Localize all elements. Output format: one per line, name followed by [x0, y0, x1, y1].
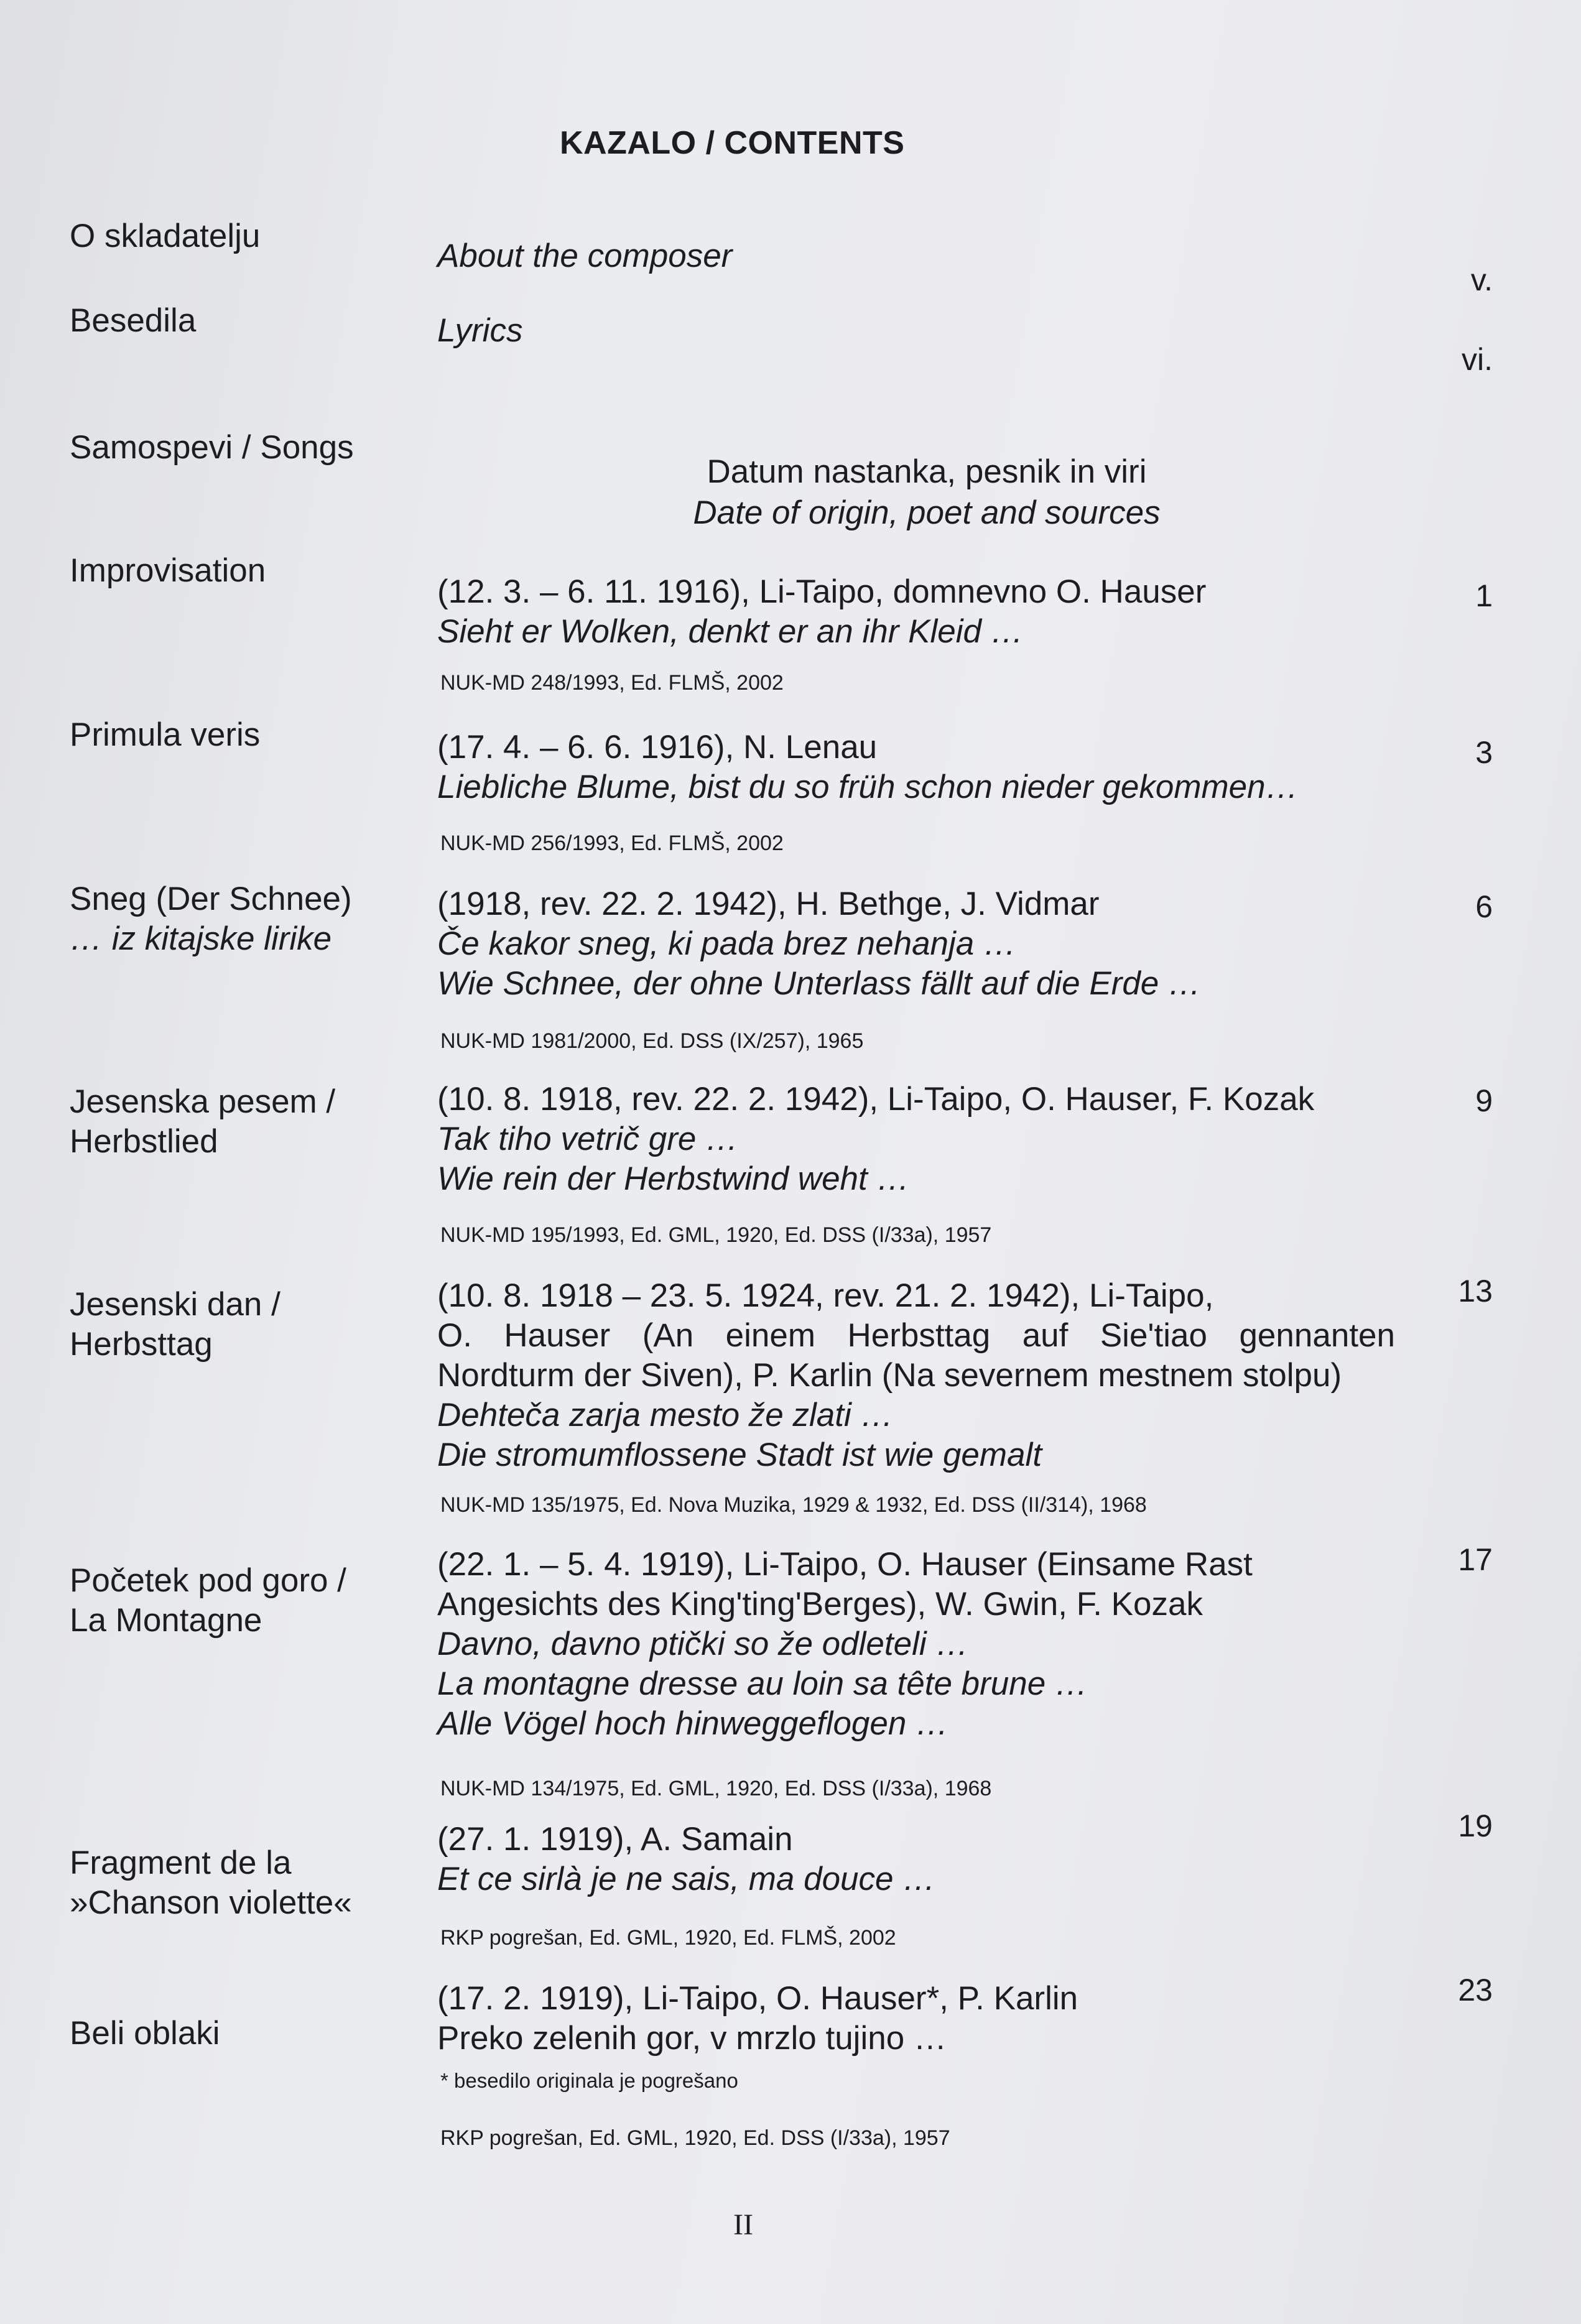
- entry-source: NUK-MD 248/1993, Ed. FLMŠ, 2002: [440, 671, 784, 695]
- entry-incipit: Preko zelenih gor, v mrzlo tujino …: [437, 2020, 947, 2057]
- entry-info: (27. 1. 1919), A. Samain: [437, 1821, 793, 1858]
- entry-incipit: Če kakor sneg, ki pada brez nehanja …: [437, 925, 1016, 962]
- intro-composer-sl: O skladatelju: [70, 218, 261, 254]
- entry-source: NUK-MD 256/1993, Ed. FLMŠ, 2002: [440, 831, 784, 855]
- entry-title: [70, 1285, 418, 1364]
- entry-title: [70, 715, 418, 755]
- entry-title-line: Početek pod goro /: [70, 1562, 346, 1599]
- entry-page-number: 23: [1458, 1973, 1493, 2007]
- entry-title-line: »Chanson violette«: [70, 1884, 352, 1921]
- entry-details: [437, 884, 1395, 1004]
- intro-composer-en: About the composer: [437, 238, 733, 274]
- entry-subtitle: … iz kitajske lirike: [70, 920, 332, 957]
- entry-incipit: Sieht er Wolken, denkt er an ihr Kleid …: [437, 613, 1024, 650]
- entry-details: [437, 1276, 1395, 1475]
- entry-source: NUK-MD 1981/2000, Ed. DSS (IX/257), 1965: [440, 1029, 864, 1053]
- entry-source: NUK-MD 135/1975, Ed. Nova Muzika, 1929 & 1932, Ed. DSS (II/314), 1968: [440, 1493, 1147, 1517]
- entry-title-line: La Montagne: [70, 1602, 262, 1639]
- entry-title: [70, 1082, 418, 1162]
- entry-incipit: Wie rein der Herbstwind weht …: [437, 1160, 910, 1197]
- intro-lyrics-sl: Besedila: [70, 302, 197, 339]
- entry-details: [437, 1080, 1395, 1199]
- entry-title-line: Improvisation: [70, 552, 266, 589]
- entry-page-number: 19: [1458, 1808, 1493, 1843]
- date-header-sl: Datum nastanka, pesnik in viri: [707, 453, 1147, 490]
- entry-page-number: 3: [1475, 735, 1493, 770]
- entry-info: Angesichts des King'ting'Berges), W. Gwin, F. Kozak: [437, 1586, 1203, 1623]
- page-heading: KAZALO / CONTENTS: [560, 125, 905, 161]
- entry-info: (17. 2. 1919), Li-Taipo, O. Hauser*, P. Karlin: [437, 1980, 1078, 2017]
- entry-details: [437, 728, 1395, 807]
- songs-label: Samospevi / Songs: [70, 429, 354, 466]
- entry-details: [437, 1545, 1395, 1744]
- entry-incipit: Alle Vögel hoch hinweggeflogen …: [437, 1705, 949, 1742]
- entry-info: O. Hauser (An einem Herbsttag auf Sie'tiao gennanten: [437, 1317, 1395, 1354]
- entry-incipit: Davno, davno ptički so že odleteli …: [437, 1626, 969, 1662]
- date-header-en: Date of origin, poet and sources: [693, 494, 1161, 531]
- entry-info: (22. 1. – 5. 4. 1919), Li-Taipo, O. Hauser (Einsame Rast: [437, 1546, 1253, 1583]
- entry-title-line: Sneg (Der Schnee): [70, 881, 352, 917]
- entry-page-number: 1: [1475, 578, 1493, 613]
- entry-incipit: Tak tiho vetrič gre …: [437, 1121, 739, 1157]
- entry-title: [70, 551, 418, 591]
- entry-title-line: Fragment de la: [70, 1845, 292, 1881]
- entry-footnote: * besedilo originala je pogrešano: [440, 2069, 738, 2092]
- entry-incipit: Wie Schnee, der ohne Unterlass fällt auf die Erde …: [437, 965, 1202, 1002]
- entry-info: Nordturm der Siven), P. Karlin (Na severnem mestnem stolpu): [437, 1357, 1342, 1394]
- entry-title-line: Jesenska pesem /: [70, 1083, 336, 1120]
- entry-incipit: Die stromumflossene Stadt ist wie gemalt: [437, 1437, 1042, 1473]
- entry-incipit: Liebliche Blume, bist du so früh schon nieder gekommen…: [437, 769, 1299, 805]
- entry-source: NUK-MD 134/1975, Ed. GML, 1920, Ed. DSS (I/33a), 1968: [440, 1777, 992, 1800]
- entry-details: [437, 1820, 1395, 1899]
- entry-title-line: Primula veris: [70, 716, 261, 753]
- entry-title-line: Herbstlied: [70, 1123, 218, 1160]
- entry-incipit: Et ce sirlà je ne sais, ma douce …: [437, 1861, 936, 1897]
- entry-page-number: 17: [1458, 1542, 1493, 1577]
- entry-info: (1918, rev. 22. 2. 1942), H. Bethge, J. Vidmar: [437, 886, 1100, 922]
- entry-page-number: 13: [1458, 1274, 1493, 1308]
- entry-info: (10. 8. 1918, rev. 22. 2. 1942), Li-Taipo, O. Hauser, F. Kozak: [437, 1081, 1315, 1118]
- entry-info: (17. 4. – 6. 6. 1916), N. Lenau: [437, 729, 878, 766]
- entry-info: (12. 3. – 6. 11. 1916), Li-Taipo, domnevno O. Hauser: [437, 573, 1207, 610]
- entry-title: [70, 1843, 418, 1923]
- entry-page-number: 9: [1475, 1083, 1493, 1118]
- intro-lyrics-en: Lyrics: [437, 312, 523, 349]
- entry-source: NUK-MD 195/1993, Ed. GML, 1920, Ed. DSS (I/33a), 1957: [440, 1223, 992, 1247]
- date-header: [653, 451, 1200, 534]
- intro-composer-page: v.: [1470, 262, 1493, 297]
- entry-source: RKP pogrešan, Ed. GML, 1920, Ed. FLMŠ, 2002: [440, 1926, 896, 1950]
- entry-title-line: Jesenski dan /: [70, 1286, 280, 1323]
- entry-details: [437, 572, 1395, 652]
- entry-title: [70, 2014, 418, 2053]
- entry-info: (10. 8. 1918 – 23. 5. 1924, rev. 21. 2. 1942), Li-Taipo,: [437, 1277, 1214, 1314]
- entry-source: RKP pogrešan, Ed. GML, 1920, Ed. DSS (I/33a), 1957: [440, 2126, 950, 2150]
- entry-details: [437, 1979, 1395, 2058]
- entry-title-line: Beli oblaki: [70, 2015, 220, 2052]
- entry-title-line: Herbsttag: [70, 1326, 213, 1363]
- entry-title: [70, 879, 418, 959]
- entry-incipit: Dehteča zarja mesto že zlati …: [437, 1397, 894, 1433]
- intro-lyrics-page: vi.: [1462, 342, 1493, 377]
- folio-page-number: II: [733, 2208, 753, 2241]
- entry-page-number: 6: [1475, 889, 1493, 924]
- entry-title: [70, 1561, 418, 1641]
- entry-incipit: La montagne dresse au loin sa tête brune …: [437, 1665, 1088, 1702]
